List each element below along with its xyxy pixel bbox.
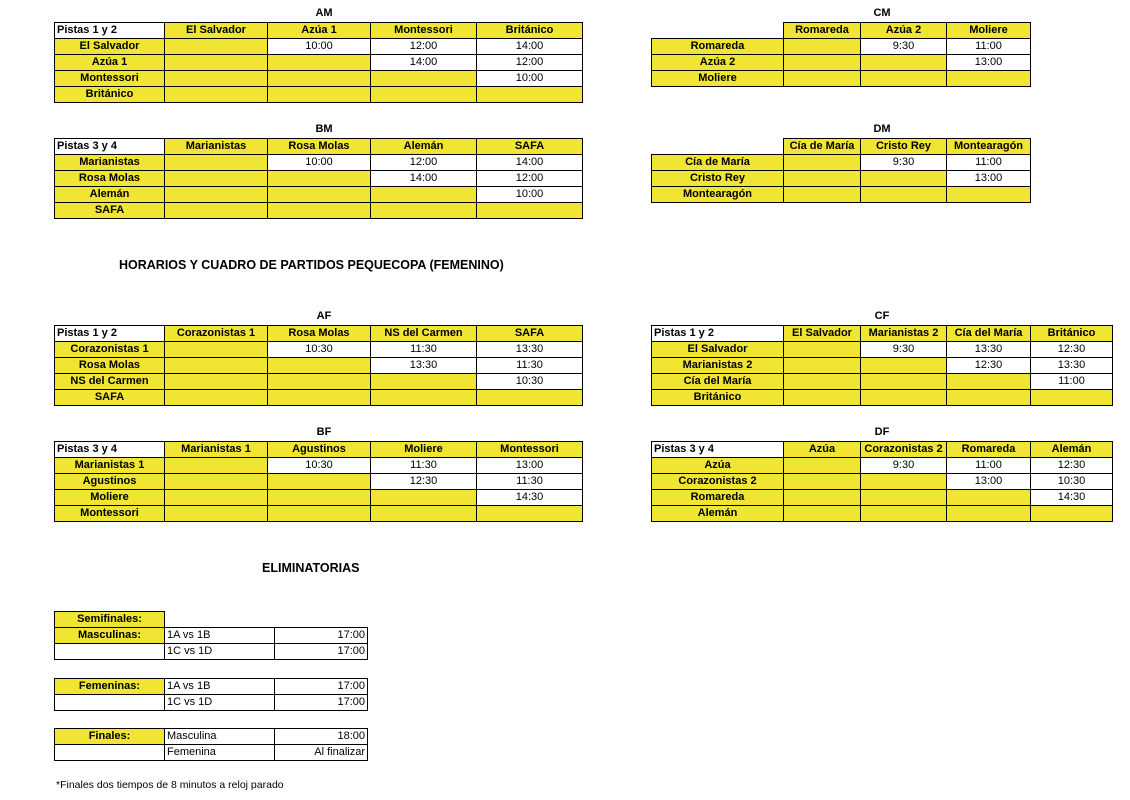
match-time-cell bbox=[947, 374, 1031, 390]
table-row bbox=[652, 474, 1113, 490]
match-time-cell bbox=[165, 374, 268, 390]
column-header: Alemán bbox=[1031, 442, 1113, 458]
table-row bbox=[652, 55, 1031, 71]
row-header: Marianistas bbox=[55, 155, 165, 171]
match-time-cell bbox=[268, 55, 371, 71]
column-header: Cristo Rey bbox=[861, 139, 947, 155]
column-header: Británico bbox=[1031, 326, 1113, 342]
table-row bbox=[652, 390, 1113, 406]
row-header: Alemán bbox=[55, 187, 165, 203]
column-header: Rosa Molas bbox=[268, 326, 371, 342]
match-time-cell bbox=[165, 490, 268, 506]
match-time-cell: 12:00 bbox=[371, 155, 477, 171]
column-header: El Salvador bbox=[165, 23, 268, 39]
match-time-cell bbox=[947, 187, 1031, 203]
match-time-cell: 12:30 bbox=[371, 474, 477, 490]
match-time-cell: 11:30 bbox=[371, 458, 477, 474]
match-time-cell: 11:00 bbox=[947, 458, 1031, 474]
time-cell: Al finalizar bbox=[275, 745, 368, 761]
match-cell: 1A vs 1B bbox=[165, 679, 275, 695]
match-time-cell bbox=[268, 374, 371, 390]
match-time-cell bbox=[861, 374, 947, 390]
match-cell: Masculina bbox=[165, 729, 275, 745]
table-row bbox=[652, 358, 1113, 374]
group-title: DF bbox=[874, 426, 890, 438]
column-header: Marianistas 1 bbox=[165, 442, 268, 458]
group-table bbox=[54, 22, 583, 103]
match-time-cell bbox=[268, 358, 371, 374]
table-row bbox=[55, 342, 583, 358]
match-time-cell bbox=[784, 490, 861, 506]
match-time-cell bbox=[784, 342, 861, 358]
row-header: Montessori bbox=[55, 506, 165, 522]
match-time-cell bbox=[165, 358, 268, 374]
match-time-cell: 13:00 bbox=[477, 458, 583, 474]
row-header: SAFA bbox=[55, 203, 165, 219]
group-table bbox=[651, 22, 1031, 87]
match-time-cell bbox=[861, 490, 947, 506]
column-header: Romareda bbox=[784, 23, 861, 39]
row-header: Azúa 2 bbox=[652, 55, 784, 71]
match-time-cell bbox=[861, 55, 947, 71]
group-table bbox=[651, 138, 1031, 203]
row-header: Romareda bbox=[652, 490, 784, 506]
row-header: Romareda bbox=[652, 39, 784, 55]
match-time-cell: 12:00 bbox=[477, 55, 583, 71]
match-time-cell: 13:00 bbox=[947, 474, 1031, 490]
match-time-cell bbox=[371, 71, 477, 87]
match-time-cell bbox=[784, 171, 861, 187]
match-time-cell: 11:00 bbox=[1031, 374, 1113, 390]
match-time-cell bbox=[947, 490, 1031, 506]
group-corner-label: Pistas 3 y 4 bbox=[55, 442, 165, 458]
table-row bbox=[55, 474, 583, 490]
match-time-cell bbox=[268, 390, 371, 406]
match-time-cell bbox=[477, 203, 583, 219]
group-title: AF bbox=[316, 310, 332, 322]
table-row bbox=[55, 87, 583, 103]
row-header: Cía del María bbox=[652, 374, 784, 390]
table-row bbox=[652, 458, 1113, 474]
row-header: Rosa Molas bbox=[55, 358, 165, 374]
finales-label: Finales: bbox=[55, 729, 165, 745]
group-corner-label: Pistas 3 y 4 bbox=[652, 442, 784, 458]
match-time-cell bbox=[165, 71, 268, 87]
match-time-cell bbox=[477, 87, 583, 103]
match-time-cell: 11:30 bbox=[477, 358, 583, 374]
table-row bbox=[652, 342, 1113, 358]
match-time-cell bbox=[268, 474, 371, 490]
match-time-cell bbox=[1031, 506, 1113, 522]
match-time-cell bbox=[165, 203, 268, 219]
column-header: Montessori bbox=[477, 442, 583, 458]
match-time-cell: 10:30 bbox=[268, 458, 371, 474]
match-time-cell: 11:00 bbox=[947, 39, 1031, 55]
time-cell: 17:00 bbox=[275, 679, 368, 695]
match-time-cell bbox=[268, 203, 371, 219]
match-time-cell bbox=[371, 374, 477, 390]
match-time-cell bbox=[861, 506, 947, 522]
footnote: *Finales dos tiempos de 8 minutos a reloj parado bbox=[56, 779, 284, 791]
table-row bbox=[652, 490, 1113, 506]
masculinas-label: Masculinas: bbox=[55, 628, 165, 644]
table-row bbox=[652, 374, 1113, 390]
match-time-cell bbox=[371, 490, 477, 506]
table-row bbox=[55, 171, 583, 187]
row-header: El Salvador bbox=[55, 39, 165, 55]
column-header: NS del Carmen bbox=[371, 326, 477, 342]
match-cell: 1A vs 1B bbox=[165, 628, 275, 644]
match-time-cell bbox=[165, 39, 268, 55]
table-row bbox=[55, 490, 583, 506]
group-table bbox=[54, 325, 583, 406]
column-header: Moliere bbox=[371, 442, 477, 458]
match-time-cell bbox=[165, 87, 268, 103]
match-time-cell: 13:00 bbox=[947, 171, 1031, 187]
time-cell: 17:00 bbox=[275, 644, 368, 660]
match-time-cell: 12:30 bbox=[947, 358, 1031, 374]
column-header: Azúa 2 bbox=[861, 23, 947, 39]
match-time-cell: 9:30 bbox=[861, 39, 947, 55]
match-time-cell bbox=[784, 374, 861, 390]
match-time-cell bbox=[861, 474, 947, 490]
table-row bbox=[652, 506, 1113, 522]
semifinales-label: Semifinales: bbox=[55, 612, 165, 628]
group-title: CM bbox=[873, 7, 891, 19]
group-corner-label: Pistas 1 y 2 bbox=[55, 23, 165, 39]
match-cell: Femenina bbox=[165, 745, 275, 761]
match-time-cell: 11:00 bbox=[947, 155, 1031, 171]
table-row bbox=[652, 155, 1031, 171]
time-cell: 18:00 bbox=[275, 729, 368, 745]
table-row bbox=[55, 155, 583, 171]
match-time-cell: 12:30 bbox=[1031, 458, 1113, 474]
group-table bbox=[651, 441, 1113, 522]
match-time-cell: 10:30 bbox=[477, 374, 583, 390]
table-row bbox=[55, 71, 583, 87]
table-row bbox=[652, 71, 1031, 87]
match-time-cell: 13:30 bbox=[477, 342, 583, 358]
match-time-cell: 9:30 bbox=[861, 342, 947, 358]
match-time-cell bbox=[784, 71, 861, 87]
match-time-cell: 14:00 bbox=[477, 155, 583, 171]
group-table bbox=[651, 325, 1113, 406]
column-header: Cía del María bbox=[947, 326, 1031, 342]
match-time-cell bbox=[165, 390, 268, 406]
table-row bbox=[55, 187, 583, 203]
match-time-cell: 10:00 bbox=[477, 71, 583, 87]
match-time-cell bbox=[268, 490, 371, 506]
match-time-cell bbox=[165, 171, 268, 187]
row-header: Azúa bbox=[652, 458, 784, 474]
table-row bbox=[55, 203, 583, 219]
column-header: Cía de María bbox=[784, 139, 861, 155]
column-header: Rosa Molas bbox=[268, 139, 371, 155]
row-header: Alemán bbox=[652, 506, 784, 522]
row-header: Británico bbox=[55, 87, 165, 103]
match-time-cell bbox=[861, 390, 947, 406]
table-row bbox=[55, 358, 583, 374]
match-time-cell bbox=[165, 474, 268, 490]
match-time-cell bbox=[784, 39, 861, 55]
match-time-cell bbox=[371, 87, 477, 103]
column-header: Corazonistas 2 bbox=[861, 442, 947, 458]
table-row bbox=[55, 39, 583, 55]
group-title: AM bbox=[315, 7, 333, 19]
match-time-cell bbox=[861, 171, 947, 187]
group-table bbox=[54, 138, 583, 219]
column-header: Agustinos bbox=[268, 442, 371, 458]
group-corner-label: Pistas 1 y 2 bbox=[55, 326, 165, 342]
group-title: CF bbox=[874, 310, 890, 322]
match-time-cell: 10:30 bbox=[268, 342, 371, 358]
table-row bbox=[55, 506, 583, 522]
match-time-cell bbox=[268, 87, 371, 103]
match-time-cell bbox=[268, 187, 371, 203]
table-row bbox=[55, 55, 583, 71]
column-header: Romareda bbox=[947, 442, 1031, 458]
match-time-cell: 13:30 bbox=[1031, 358, 1113, 374]
match-time-cell bbox=[784, 155, 861, 171]
match-time-cell: 9:30 bbox=[861, 458, 947, 474]
match-time-cell bbox=[784, 55, 861, 71]
match-time-cell: 10:00 bbox=[477, 187, 583, 203]
row-header: NS del Carmen bbox=[55, 374, 165, 390]
match-time-cell: 11:30 bbox=[371, 342, 477, 358]
row-header: Moliere bbox=[55, 490, 165, 506]
match-time-cell bbox=[947, 71, 1031, 87]
group-table bbox=[54, 441, 583, 522]
match-time-cell bbox=[861, 187, 947, 203]
match-time-cell bbox=[784, 358, 861, 374]
row-header: Rosa Molas bbox=[55, 171, 165, 187]
semifinales-table bbox=[54, 611, 368, 660]
column-header: Marianistas bbox=[165, 139, 268, 155]
column-header: Azúa 1 bbox=[268, 23, 371, 39]
match-time-cell bbox=[268, 71, 371, 87]
column-header: SAFA bbox=[477, 139, 583, 155]
table-row bbox=[55, 390, 583, 406]
match-time-cell bbox=[784, 390, 861, 406]
match-time-cell: 10:00 bbox=[268, 155, 371, 171]
match-time-cell: 12:30 bbox=[1031, 342, 1113, 358]
match-time-cell: 12:00 bbox=[477, 171, 583, 187]
match-time-cell bbox=[477, 390, 583, 406]
match-time-cell: 14:00 bbox=[477, 39, 583, 55]
match-time-cell bbox=[268, 506, 371, 522]
match-time-cell: 14:00 bbox=[371, 55, 477, 71]
column-header: SAFA bbox=[477, 326, 583, 342]
match-time-cell bbox=[784, 506, 861, 522]
column-header: Británico bbox=[477, 23, 583, 39]
match-time-cell bbox=[165, 55, 268, 71]
time-cell: 17:00 bbox=[275, 628, 368, 644]
row-header: SAFA bbox=[55, 390, 165, 406]
column-header: Montearagón bbox=[947, 139, 1031, 155]
match-time-cell bbox=[784, 458, 861, 474]
table-row bbox=[652, 187, 1031, 203]
table-row bbox=[55, 374, 583, 390]
match-time-cell bbox=[165, 506, 268, 522]
heading-eliminatorias: ELIMINATORIAS bbox=[262, 561, 360, 575]
match-time-cell: 10:30 bbox=[1031, 474, 1113, 490]
match-time-cell bbox=[165, 342, 268, 358]
match-time-cell bbox=[371, 506, 477, 522]
match-time-cell bbox=[861, 358, 947, 374]
group-title: BM bbox=[315, 123, 333, 135]
row-header: Corazonistas 2 bbox=[652, 474, 784, 490]
row-header: Cía de María bbox=[652, 155, 784, 171]
match-time-cell: 10:00 bbox=[268, 39, 371, 55]
group-title: BF bbox=[316, 426, 332, 438]
femeninas-label: Femeninas: bbox=[55, 679, 165, 695]
match-time-cell: 12:00 bbox=[371, 39, 477, 55]
match-time-cell bbox=[371, 203, 477, 219]
match-time-cell bbox=[165, 187, 268, 203]
match-time-cell bbox=[1031, 390, 1113, 406]
heading-femenino: HORARIOS Y CUADRO DE PARTIDOS PEQUECOPA (FEMENINO) bbox=[119, 258, 504, 272]
match-time-cell: 9:30 bbox=[861, 155, 947, 171]
match-cell: 1C vs 1D bbox=[165, 644, 275, 660]
group-corner-label: Pistas 1 y 2 bbox=[652, 326, 784, 342]
match-time-cell bbox=[947, 390, 1031, 406]
match-time-cell bbox=[371, 390, 477, 406]
match-time-cell bbox=[861, 71, 947, 87]
match-time-cell: 13:30 bbox=[947, 342, 1031, 358]
table-row bbox=[652, 39, 1031, 55]
match-time-cell bbox=[784, 187, 861, 203]
match-time-cell: 11:30 bbox=[477, 474, 583, 490]
column-header: Montessori bbox=[371, 23, 477, 39]
row-header: Moliere bbox=[652, 71, 784, 87]
match-time-cell: 13:30 bbox=[371, 358, 477, 374]
row-header: Marianistas 1 bbox=[55, 458, 165, 474]
match-time-cell bbox=[784, 474, 861, 490]
femeninas-table bbox=[54, 678, 368, 711]
match-cell: 1C vs 1D bbox=[165, 695, 275, 711]
match-time-cell bbox=[947, 506, 1031, 522]
match-time-cell: 14:30 bbox=[1031, 490, 1113, 506]
column-header: Corazonistas 1 bbox=[165, 326, 268, 342]
group-corner-label bbox=[652, 23, 784, 39]
match-time-cell: 14:00 bbox=[371, 171, 477, 187]
column-header: Alemán bbox=[371, 139, 477, 155]
table-row bbox=[55, 458, 583, 474]
row-header: Azúa 1 bbox=[55, 55, 165, 71]
match-time-cell bbox=[165, 155, 268, 171]
column-header: Marianistas 2 bbox=[861, 326, 947, 342]
time-cell: 17:00 bbox=[275, 695, 368, 711]
group-title: DM bbox=[873, 123, 891, 135]
row-header: El Salvador bbox=[652, 342, 784, 358]
group-corner-label bbox=[652, 139, 784, 155]
column-header: Moliere bbox=[947, 23, 1031, 39]
column-header: Azúa bbox=[784, 442, 861, 458]
table-row bbox=[652, 171, 1031, 187]
match-time-cell bbox=[165, 458, 268, 474]
row-header: Británico bbox=[652, 390, 784, 406]
match-time-cell: 13:00 bbox=[947, 55, 1031, 71]
row-header: Marianistas 2 bbox=[652, 358, 784, 374]
match-time-cell: 14:30 bbox=[477, 490, 583, 506]
row-header: Corazonistas 1 bbox=[55, 342, 165, 358]
row-header: Montearagón bbox=[652, 187, 784, 203]
finales-table bbox=[54, 728, 368, 761]
match-time-cell bbox=[371, 187, 477, 203]
column-header: El Salvador bbox=[784, 326, 861, 342]
row-header: Agustinos bbox=[55, 474, 165, 490]
match-time-cell bbox=[477, 506, 583, 522]
group-corner-label: Pistas 3 y 4 bbox=[55, 139, 165, 155]
match-time-cell bbox=[268, 171, 371, 187]
row-header: Cristo Rey bbox=[652, 171, 784, 187]
row-header: Montessori bbox=[55, 71, 165, 87]
